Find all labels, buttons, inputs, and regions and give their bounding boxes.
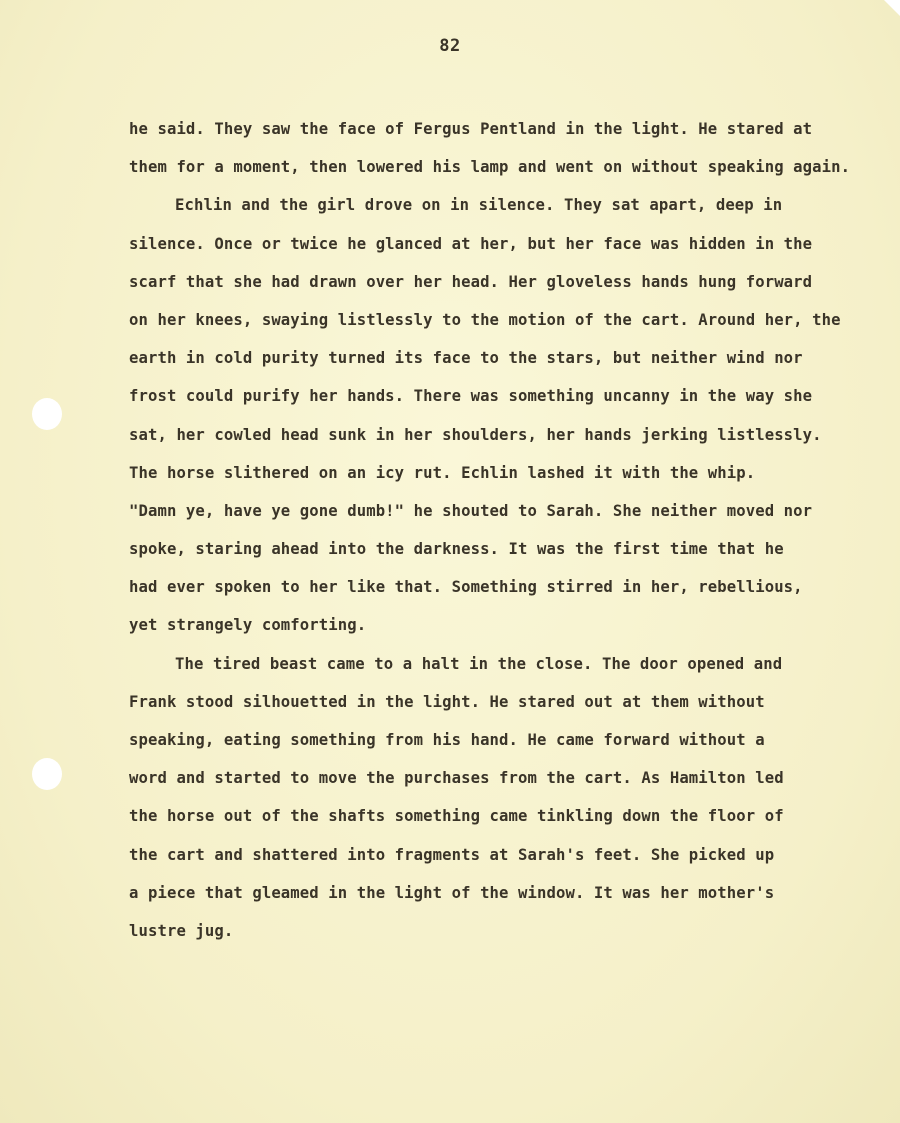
- text-line: The tired beast came to a halt in the close. The door opened and: [175, 654, 783, 673]
- text-line: the horse out of the shafts something came tinkling down the floor of: [129, 807, 784, 826]
- text-line: the cart and shattered into fragments at Sarah's feet. She picked up: [129, 845, 775, 864]
- page-corner: [884, 0, 900, 16]
- text-line: lustre jug.: [129, 921, 234, 940]
- text-line: Frank stood silhouetted in the light. He stared out at them without: [129, 692, 765, 711]
- text-line: on her knees, swaying listlessly to the motion of the cart. Around her, the: [129, 310, 841, 329]
- text-line: Echlin and the girl drove on in silence. They sat apart, deep in: [175, 196, 783, 215]
- text-line: them for a moment, then lowered his lamp and went on without speaking again.: [129, 158, 851, 177]
- text-line: scarf that she had drawn over her head. Her gloveless hands hung forward: [129, 272, 813, 291]
- text-line: frost could purify her hands. There was something uncanny in the way she: [129, 387, 813, 406]
- text-line: earth in cold purity turned its face to the stars, but neither wind nor: [129, 349, 803, 368]
- text-line: he said. They saw the face of Fergus Pentland in the light. He stared at: [129, 120, 813, 138]
- body-text: [129, 114, 864, 954]
- text-line: The horse slithered on an icy rut. Echlin lashed it with the whip.: [129, 463, 756, 482]
- punch-hole: [32, 758, 62, 790]
- text-line: a piece that gleamed in the light of the window. It was her mother's: [129, 883, 775, 902]
- page-number: 82: [439, 36, 461, 56]
- text-line: silence. Once or twice he glanced at her, but her face was hidden in the: [129, 234, 813, 253]
- text-line: had ever spoken to her like that. Something stirred in her, rebellious,: [129, 578, 803, 597]
- text-line: "Damn ye, have ye gone dumb!" he shouted to Sarah. She neither moved nor: [129, 501, 813, 520]
- text-line: sat, her cowled head sunk in her shoulders, her hands jerking listlessly.: [129, 425, 822, 444]
- text-line: word and started to move the purchases from the cart. As Hamilton led: [129, 769, 784, 788]
- text-line: yet strangely comforting.: [129, 616, 367, 635]
- text-line: speaking, eating something from his hand. He came forward without a: [129, 731, 765, 749]
- text-line: spoke, staring ahead into the darkness. It was the first time that he: [129, 540, 784, 559]
- punch-hole: [32, 398, 62, 430]
